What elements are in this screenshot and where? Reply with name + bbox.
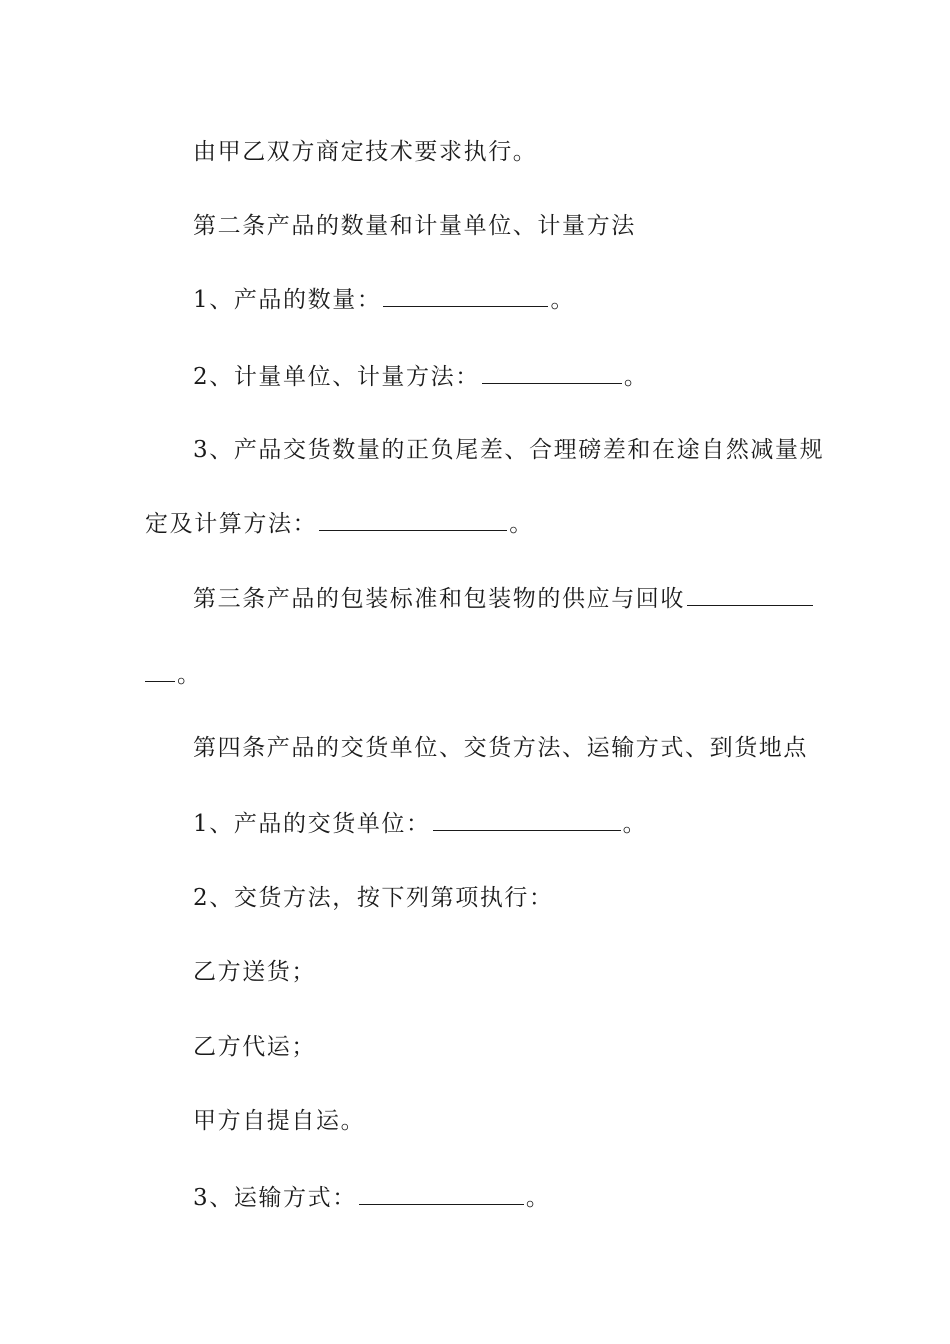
heading-article-4: 第四条产品的交货单位、交货方法、运输方式、到货地点 <box>193 735 808 761</box>
item-transport-method <box>193 1183 550 1213</box>
item-delivery-unit <box>193 809 647 839</box>
item-suffix: 。 <box>525 1185 551 1211</box>
option-buyer-pickup: 甲方自提自运。 <box>193 1108 366 1134</box>
heading-article-3-continued <box>145 660 202 690</box>
item-suffix: 。 <box>623 364 649 390</box>
heading-article-3 <box>193 584 815 614</box>
item-delivery-method: 2、交货方法，按下列第项执行： <box>193 885 554 911</box>
fill-in-blank <box>359 1184 524 1205</box>
option-seller-ships: 乙方代运； <box>193 1034 316 1060</box>
item-suffix: 。 <box>177 662 202 688</box>
item-suffix: 。 <box>622 811 648 837</box>
item-suffix: 。 <box>550 287 576 313</box>
item-tolerance-continued <box>145 509 534 539</box>
option-seller-delivers: 乙方送货； <box>193 959 316 985</box>
fill-in-blank <box>145 661 175 682</box>
item-label: 定及计算方法： <box>145 511 318 537</box>
item-product-quantity <box>193 285 575 315</box>
item-label: 1、产品的交货单位： <box>193 811 431 837</box>
fill-in-blank <box>433 810 621 831</box>
fill-in-blank <box>687 585 813 606</box>
fill-in-blank <box>319 510 507 531</box>
item-label: 3、运输方式： <box>193 1185 357 1211</box>
item-measurement-unit <box>193 362 648 392</box>
item-label: 2、计量单位、计量方法： <box>193 364 480 390</box>
heading-text: 第三条产品的包装标准和包装物的供应与回收 <box>193 586 685 612</box>
item-label: 1、产品的数量： <box>193 287 382 313</box>
heading-article-2: 第二条产品的数量和计量单位、计量方法 <box>193 213 636 239</box>
fill-in-blank <box>482 363 622 384</box>
item-suffix: 。 <box>509 511 534 537</box>
item-tolerance: 3、产品交货数量的正负尾差、合理磅差和在途自然减量规 <box>193 437 825 463</box>
fill-in-blank <box>383 286 548 307</box>
paragraph-tech-requirements: 由甲乙双方商定技术要求执行。 <box>193 139 538 165</box>
